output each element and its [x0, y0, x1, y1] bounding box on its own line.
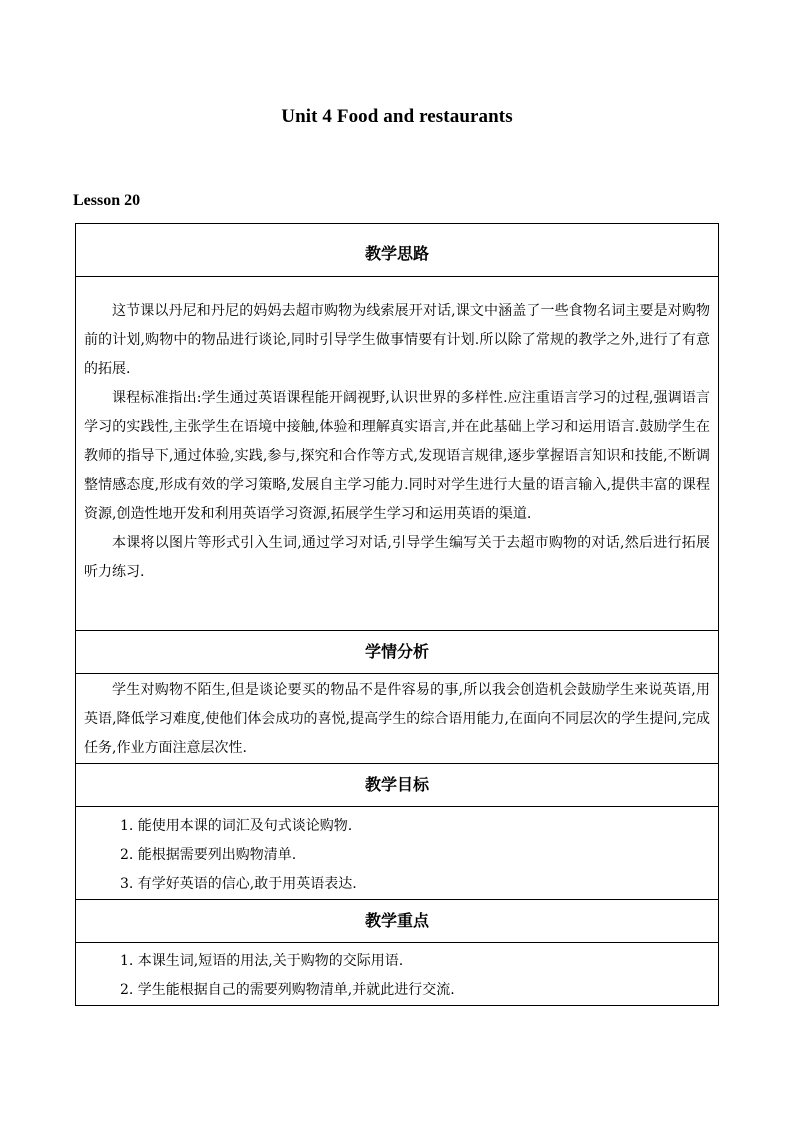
- section-heading: 教学思路: [364, 244, 429, 263]
- list-item: 2. 学生能根据自己的需要列购物清单,并就此进行交流.: [120, 982, 455, 998]
- section-heading: 教学重点: [364, 911, 429, 930]
- paragraph: 课程标准指出:学生通过英语课程能开阔视野,认识世界的多样性.应注重语言学习的过程,强调语言学习的实践性,主张学生在语境中接触,体验和理解真实语言,并在此基础上学习和运用语言.鼓励学生在教师的指导下,通过体验,实践,参与,探究和合作等方式,发现语言规律,逐步掌握语言知识和技能,不断调整情感态度,形成有效的学习策略,发展自主学习能力.同时对学生进行大量的语言输入,提供丰富的课程资源,创造性地开发和利用英语学习资源,拓展学生学习和运用英语的渠道.: [84, 390, 710, 522]
- teaching-thinking-content: [76, 277, 719, 631]
- student-analysis-content: [76, 674, 719, 764]
- heading-teaching-objectives: [76, 764, 719, 807]
- section-heading: 学情分析: [364, 642, 429, 661]
- lesson-label: Lesson 20: [73, 192, 141, 209]
- heading-key-points: [76, 900, 719, 943]
- list-item: 3. 有学好英语的信心,敢于用英语表达.: [120, 876, 357, 892]
- teaching-objectives-content: [76, 807, 719, 900]
- document-title: Unit 4 Food and restaurants: [281, 106, 513, 127]
- section-heading: 教学目标: [364, 775, 429, 794]
- list-item: 2. 能根据需要列出购物清单.: [120, 847, 297, 863]
- key-points-content: [76, 943, 719, 1006]
- paragraph: 这节课以丹尼和丹尼的妈妈去超市购物为线索展开对话,课文中涵盖了一些食物名词主要是对购物前的计划,购物中的物品进行谈论,同时引导学生做事情要有计划.所以除了常规的教学之外,进行了有意的拓展.: [84, 303, 710, 377]
- heading-student-analysis: [76, 631, 719, 674]
- lesson-plan-table: [75, 223, 719, 1006]
- list-item: 1. 能使用本课的词汇及句式谈论购物.: [120, 818, 353, 834]
- heading-teaching-thinking: [76, 224, 719, 277]
- paragraph: 本课将以图片等形式引入生词,通过学习对话,引导学生编写关于去超市购物的对话,然后进行拓展听力练习.: [84, 535, 710, 580]
- paragraph: 学生对购物不陌生,但是谈论要买的物品不是件容易的事,所以我会创造机会鼓励学生来说英语,用英语,降低学习难度,使他们体会成功的喜悦,提高学生的综合语用能力,在面向不同层次的学生提问,完成任务,作业方面注意层次性.: [84, 682, 710, 756]
- list-item: 1. 本课生词,短语的用法,关于购物的交际用语.: [120, 953, 404, 969]
